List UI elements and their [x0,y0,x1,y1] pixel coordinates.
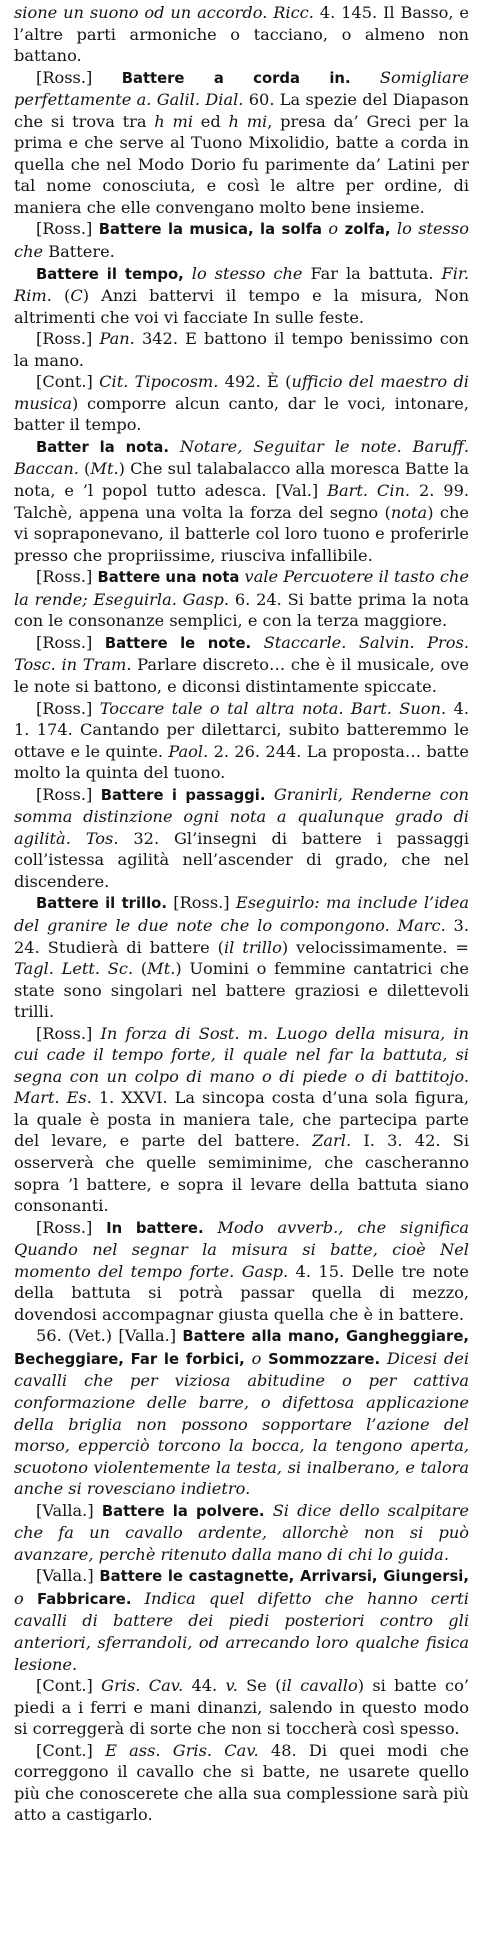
dictionary-paragraph [14,1325,469,1499]
italic-text: sione un suono od un accordo. Ricc. [14,3,314,22]
italic-text: Notare, Seguitar le note. Baruff. Baccan. [14,436,469,479]
body-text: 4. 15. Delle tre note della battuta si potrà passar quella di mezzo, dovendosi accompagnar giusta quella che è in battere. [14,1261,469,1324]
body-text: [Cont.] [36,372,100,392]
body-text: [Ross.] [36,1217,107,1237]
body-text: ) Uomini o femmine cantatrici che state sono singolari nel battere graziosi e dilettevoli trilli. [14,959,469,1022]
entry-headword: Fabbricare. [36,1590,132,1608]
body-text: 492. È ( [218,372,292,392]
italic-text: o [244,1348,269,1368]
entry-headword: Battere i passaggi. [100,786,266,804]
dictionary-paragraph [14,566,469,632]
entry-headword: Battere una nota [97,569,240,587]
dictionary-paragraph [14,1500,469,1566]
italic-text: Paol. [168,741,209,761]
dictionary-paragraph [14,1740,469,1826]
body-text: 48. Di quei modi che correggono il cavallo che si batte, ne usarete quello più che conoscerete che alla sua complessione sarà più atto a castigarlo. [14,1740,469,1825]
italic-text: Bart. Cin. [327,481,411,501]
body-text: 1. XXVI. La sincopa costa d’una sola figura, la quale è posta in maniera tale, che partecipa parte del levare, e parte del battere. [14,1088,470,1151]
italic-text: v. [225,1676,238,1696]
body-text: Se ( [237,1676,282,1696]
body-text: [Ross.] [36,219,99,239]
body-text: [Ross.] [36,632,105,652]
dictionary-paragraph [14,698,469,784]
body-text: [Ross.] [36,67,122,87]
body-text: [Ross.] [166,893,236,913]
italic-text: Tagl. Lett. Sc. [14,959,134,979]
italic-text: Indica quel difetto che hanno certi cavalli di battere dei piedi posteriori contro gli anteriori, sferrandoli, od arrecando loro qualche fisica lesione. [14,1588,469,1674]
italic-text: Modo avverb., che significa Quando nel segnar la misura si batte, cioè Nel momento del tempo forte. Gasp. [14,1217,469,1281]
italic-text: o [322,219,345,239]
body-text: ) Anzi battervi il tempo e la misura, Non altrimenti che voi vi facciate In sulle feste. [14,286,469,327]
entry-headword: In battere. [106,1219,204,1237]
italic-text: Pan. [99,329,135,349]
italic-text: Toccare tale o tal altra nota. Bart. Suon. [99,698,447,718]
body-text: , presa da’ Greci per la prima e che serve al Tuono Mixolidio, batte a corda in quella che nel Modo Dorio fu parimente da’ Latini per tal nome conosciuta, e così le altre per ordine, di maniera che elle convengano molto bene insieme. [14,111,469,217]
body-text: 2. 99. Talchè, appena una volta la forza del segno ( [14,481,470,522]
body-text: [Cont.] [36,1740,106,1760]
body-text: 44. [183,1676,226,1696]
dictionary-paragraph [14,67,469,219]
entry-headword: zolfa, [344,221,391,239]
italic-text: il trillo [224,937,282,957]
body-text: 2. 26. 244. La proposta… batte molto la quinta del tuono. [14,741,469,783]
entry-headword: Battere la musica, la solfa [98,221,322,239]
italic-text: lo stesso che [183,263,303,283]
entry-headword: Battere le note. [104,634,252,652]
dictionary-paragraph [14,263,469,329]
body-text: 6. 24. Si batte prima la nota con le consonanze semplici, e con la terza maggiore. [14,589,469,631]
italic-text: In forza di Sost. m. Luogo della misura, in cui cade il tempo forte, il quale nel far la battuta, si segna con un colpo di mano o di piede o di battitojo. Mart. Es. [14,1023,469,1108]
entry-headword: Battere la polvere. [101,1502,265,1520]
entry-headword: Battere il trillo. [36,895,167,913]
italic-text: h mi [228,111,268,131]
body-text: 342. E battono il tempo benissimo con la mano. [14,329,469,370]
body-text: ( [133,959,148,979]
dictionary-paragraph [14,1565,469,1675]
body-text: [Ross.] [36,698,100,718]
body-text: ) velocissimamente. = [281,937,469,957]
body-text: ( [51,286,71,306]
body-text: 32. Gl’insegni di battere i passaggi coll’istessa agilità nell’ascender di grado, che nel discendere. [14,828,469,891]
italic-text: Dicesi dei cavalli che per viziosa abitudine o per cattiva conformazione delle barre, o difettosa applicazione della briglia non possono sopportare l’azione del morso, epperciò torcono la bocca, la tengono aperta, scuotono violentemente la testa, si inalberano, e talora anche si rovesciano indietro. [14,1348,469,1499]
italic-text: o [14,1588,37,1608]
italic-text: nota [390,502,428,522]
italic-text: il cavallo [281,1676,358,1696]
body-text: ) che vi sopraponevano, il batterle col loro tuono e proferirle presso che propriissime, riusciva infallibile. [14,502,469,565]
dictionary-paragraph [14,1675,469,1740]
body-text: 4. 1. 174. Cantando per dilettarci, subito batteremmo le ottave e le quinte. [14,698,469,761]
dictionary-paragraph [14,371,469,436]
body-text: ( [78,459,91,479]
italic-text: Mt. [90,459,119,479]
body-text: [Ross.] [36,784,101,804]
body-text: I. 3. 42. Si osserverà che quelle semiminime, che cascheranno sopra ’l battere, e sopra il levare della battuta siano consonanti. [14,1131,470,1216]
entry-headword: Battere le castagnette, Arrivarsi, Giungersi, [99,1568,469,1586]
italic-text: ufficio del maestro di musica [14,372,469,413]
italic-text: Fir. Rim. [14,263,470,306]
dictionary-paragraph [14,436,469,566]
body-text: 3. 24. Studierà di battere ( [14,915,469,957]
dictionary-paragraph [14,218,469,262]
dictionary-paragraph [14,328,469,371]
dictionary-paragraph [14,1217,469,1326]
italic-text: Cit. Tipocosm. [99,372,219,392]
body-text: ) Che sul talabalacco alla moresca Batte la nota, e ’l popol tutto adesca. [Val.] [14,459,470,501]
italic-text: Gris. Cav. [101,1676,184,1696]
dictionary-paragraph [14,784,469,893]
entry-headword: Battere a corda in. [121,69,351,87]
italic-text: Si dice dello scalpitare che fa un cavallo ardente, allorchè non si può avanzare, perchè ritenuto dalla mano di chi lo guida. [14,1500,469,1564]
entry-headword: Battere alla mano, Gangheggiare, Becheggiare, Far le forbici, [14,1328,469,1368]
dictionary-paragraph [14,892,469,1022]
body-text: 4. 145. Il Basso, e l’altre parti armoniche o tacciano, o almeno non battano. [14,3,470,66]
italic-text: Zarl. [312,1131,352,1151]
dictionary-paragraph [14,2,469,67]
body-text: [Cont.] [36,1676,102,1696]
body-text: Battere. [43,242,115,262]
italic-text: E ass. Gris. Cav. [105,1740,259,1760]
entry-headword: Sommozzare. [268,1350,381,1368]
italic-text: Staccarle. Salvin. Pros. Tosc. in Tram. [14,632,469,675]
dictionary-paragraph [14,632,469,698]
italic-text: Mt. [147,959,176,979]
body-text: ) si batte co’ piedi a i ferri e mani dinanzi, salendo in questo modo si correggerà di sorte che non si toccherà così spesso. [14,1676,469,1739]
body-text: [Valla.] [36,1566,100,1586]
italic-text: h mi [154,111,194,131]
italic-text: Somigliare perfettamente a. Galil. Dial. [14,67,469,110]
entry-headword: Battere il tempo, [36,265,184,283]
body-text: Far la battuta. [302,263,442,283]
body-text: [Valla.] [36,1500,102,1520]
body-text: Parlare discreto… che è il musicale, ove le note si battono, e diconsi distintamente spiccate. [14,655,469,696]
italic-text: C [70,286,83,306]
body-text: [Ross.] [36,1023,101,1043]
italic-text: Eseguirlo: ma include l’idea del granire le due note che lo compongono. Marc. [14,893,469,935]
dictionary-paragraph [14,1023,469,1217]
body-text: 60. La spezie del Diapason che si trova tra [14,90,469,131]
body-text: ed [193,111,229,131]
italic-text: lo stesso che [14,219,469,262]
body-text: [Ross.] [36,567,98,587]
italic-text: vale Percuotere il tasto che la rende; Eseguirla. Gasp. [14,567,469,609]
body-text: [Ross.] [36,329,100,349]
entry-headword: Batter la nota. [36,438,169,456]
body-text: 56. (Vet.) [Valla.] [36,1326,183,1346]
italic-text: Granirli, Renderne con somma distinzione ogni nota a qualunque grado di agilità. Tos. [14,784,469,848]
body-text: ) comporre alcun canto, dar le voci, intonare, batter il tempo. [14,393,469,435]
